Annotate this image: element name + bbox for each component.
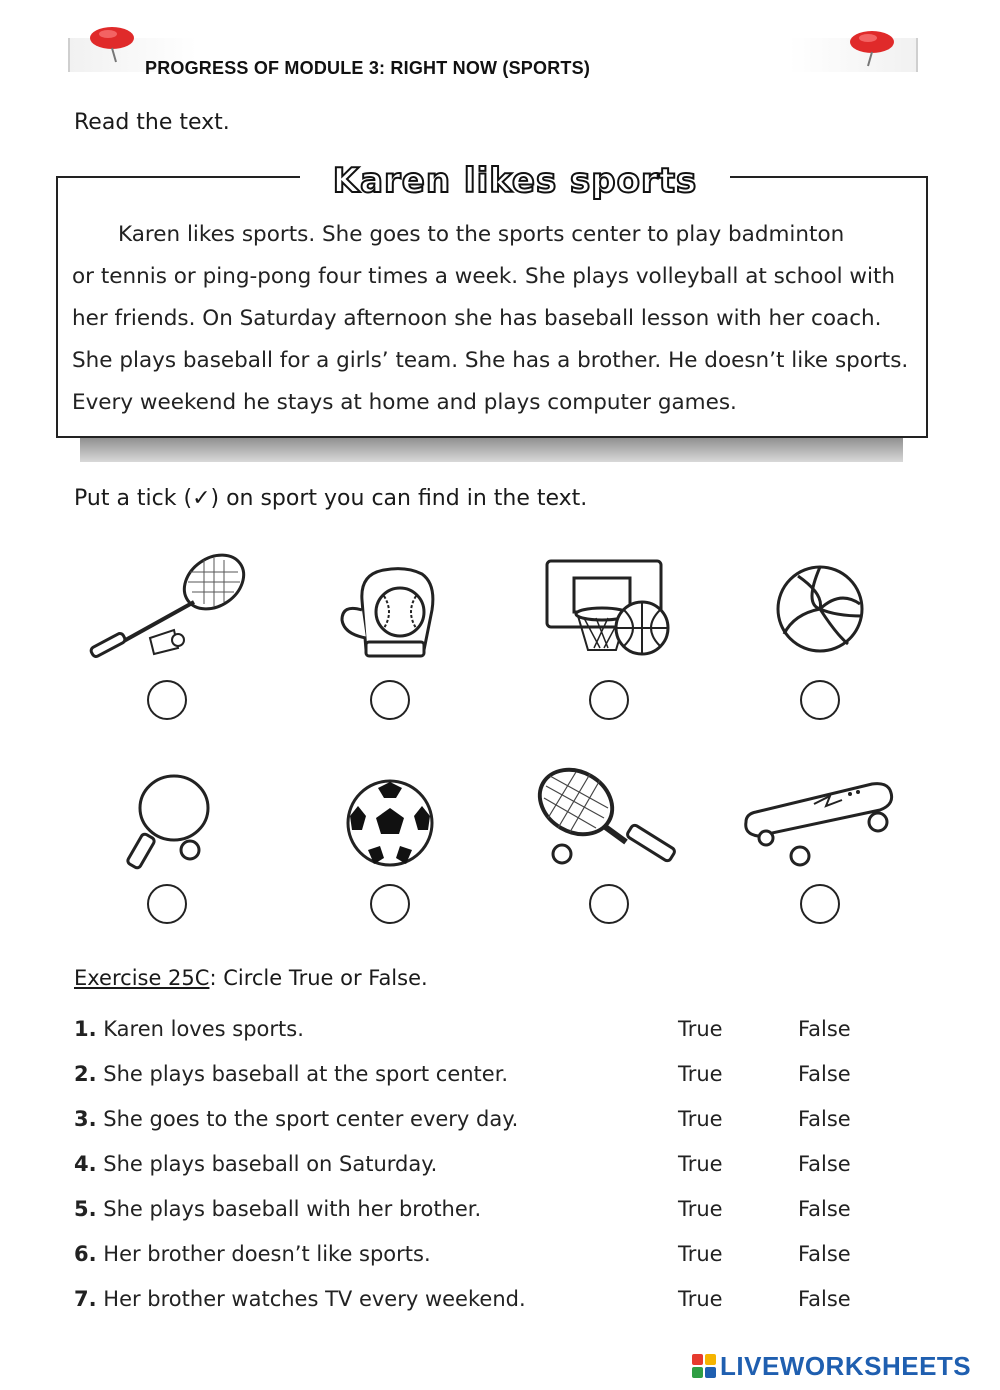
tick-circle-badminton[interactable]: [147, 680, 187, 720]
false-option[interactable]: False: [798, 1062, 851, 1086]
question-number: 5.: [74, 1197, 97, 1221]
true-option[interactable]: True: [678, 1152, 723, 1176]
question-row-3: [74, 1107, 874, 1137]
false-option[interactable]: False: [798, 1287, 851, 1311]
question-number: 6.: [74, 1242, 97, 1266]
passage-line: or tennis or ping-pong four times a week. She plays volleyball at school with: [72, 264, 896, 289]
question-text: Karen loves sports.: [103, 1017, 304, 1041]
true-option[interactable]: True: [678, 1287, 723, 1311]
exercise-heading: [74, 966, 428, 990]
tick-circle-volleyball[interactable]: [800, 680, 840, 720]
reading-box-shadow: [80, 436, 903, 462]
read-instruction: Read the text.: [74, 110, 230, 135]
question-number: 7.: [74, 1287, 97, 1311]
liveworksheets-logo: [692, 1351, 971, 1381]
false-option[interactable]: False: [798, 1242, 851, 1266]
logo-grid-icon: [692, 1354, 716, 1378]
basketball-hoop-icon: [544, 558, 674, 658]
question-row-5: [74, 1197, 874, 1227]
question-text: She plays baseball on Saturday.: [103, 1152, 438, 1176]
question-text: Her brother watches TV every weekend.: [103, 1287, 526, 1311]
question-text: Her brother doesn’t like sports.: [103, 1242, 431, 1266]
true-option[interactable]: True: [678, 1242, 723, 1266]
tick-circle-basketball[interactable]: [589, 680, 629, 720]
badminton-racket-icon: [84, 552, 254, 668]
question-number: 1.: [74, 1017, 97, 1041]
volleyball-icon: [774, 564, 866, 654]
tick-circle-tennis[interactable]: [589, 884, 629, 924]
true-option[interactable]: True: [678, 1107, 723, 1131]
question-number: 2.: [74, 1062, 97, 1086]
false-option[interactable]: False: [798, 1197, 851, 1221]
tennis-racket-icon: [534, 766, 684, 876]
question-row-7: [74, 1287, 874, 1317]
passage-line: She plays baseball for a girls’ team. She has a brother. He doesn’t like sports.: [72, 348, 909, 373]
false-option[interactable]: False: [798, 1152, 851, 1176]
true-option[interactable]: True: [678, 1197, 723, 1221]
tick-instruction: Put a tick (✓) on sport you can find in the text.: [74, 486, 588, 511]
tick-circle-skateboarding[interactable]: [800, 884, 840, 924]
ping-pong-paddle-icon: [124, 774, 214, 870]
pushpin-right-icon: [848, 28, 898, 68]
soccer-ball-icon: [344, 778, 436, 868]
pushpin-left-icon: [88, 24, 138, 64]
question-number: 3.: [74, 1107, 97, 1131]
question-row-2: [74, 1062, 874, 1092]
reading-passage: [72, 214, 917, 424]
question-text: She plays baseball at the sport center.: [103, 1062, 509, 1086]
question-text: She plays baseball with her brother.: [103, 1197, 482, 1221]
exercise-instruction: : Circle True or False.: [209, 966, 428, 990]
page-title: PROGRESS OF MODULE 3: RIGHT NOW (SPORTS): [145, 58, 591, 78]
skateboard-icon: [740, 776, 900, 872]
false-option[interactable]: False: [798, 1107, 851, 1131]
baseball-glove-icon: [336, 560, 444, 660]
question-row-6: [74, 1242, 874, 1272]
question-number: 4.: [74, 1152, 97, 1176]
tick-circle-ping-pong[interactable]: [147, 884, 187, 924]
question-row-1: [74, 1017, 874, 1047]
brand-name: LIVEWORKSHEETS: [720, 1350, 972, 1381]
tick-circle-baseball[interactable]: [370, 680, 410, 720]
true-option[interactable]: True: [678, 1062, 723, 1086]
tick-circle-football[interactable]: [370, 884, 410, 924]
reading-title: Karen likes sports: [300, 160, 730, 202]
question-row-4: [74, 1152, 874, 1182]
passage-line: Karen likes sports. She goes to the sports center to play badminton: [118, 222, 845, 247]
true-option[interactable]: True: [678, 1017, 723, 1041]
passage-line: her friends. On Saturday afternoon she has baseball lesson with her coach.: [72, 306, 882, 331]
exercise-label: Exercise 25C: [74, 966, 210, 990]
question-text: She goes to the sport center every day.: [103, 1107, 519, 1131]
passage-line: Every weekend he stays at home and plays computer games.: [72, 390, 737, 415]
false-option[interactable]: False: [798, 1017, 851, 1041]
